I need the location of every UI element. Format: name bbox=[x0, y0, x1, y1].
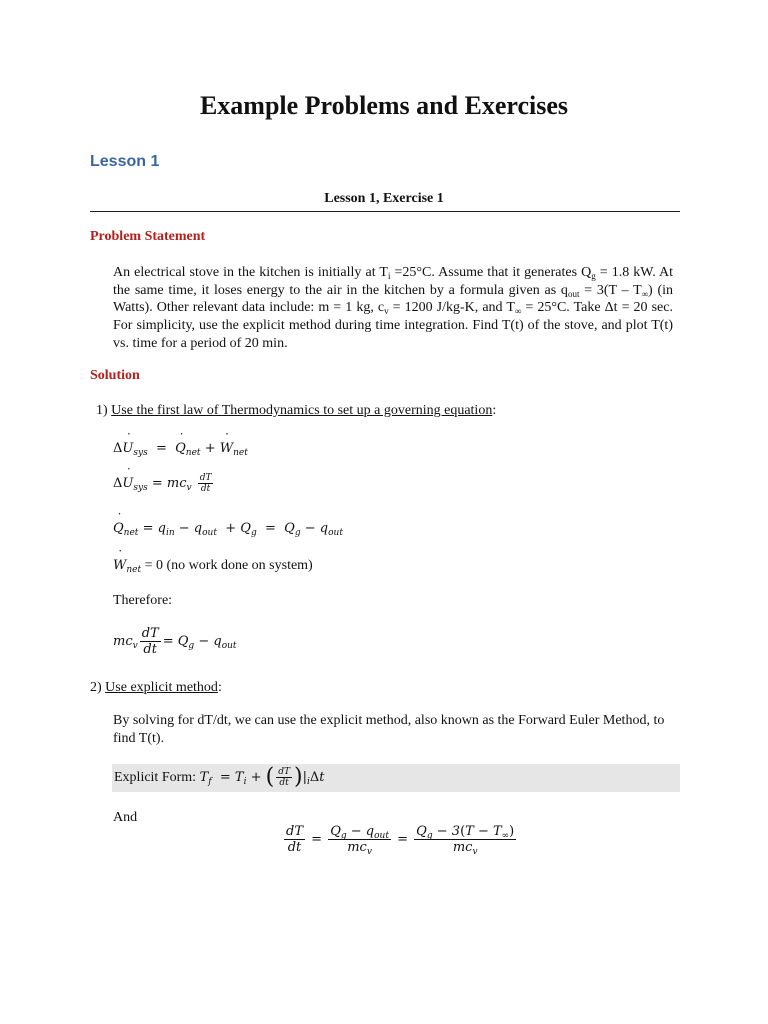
explicit-form-label: Explicit Form: bbox=[114, 770, 200, 785]
and-label: And bbox=[113, 810, 138, 825]
solution-heading: Solution bbox=[90, 368, 140, 383]
equation-derivative: $\frac{dT}{dt}$ = $\frac{Q_g - q_{out}}{mc_v}$ = $\frac{Q_g - 3(T - T_\infty)}{mc_v}$ bbox=[286, 824, 515, 857]
equation-governing: $mc_v$ $\frac{dT}{dt}$ = $Q_g - q_{out}$ bbox=[113, 626, 237, 657]
problem-statement: An electrical stove in the kitchen is initially at $T_i =25^\circ C$. Assume that it generates $Q_g = 1.8$ kW. At the same time, it loses energy to the air in the kitchen by a formula given as $q_{out} = 3(T - T_\infty)$ (in Watts). Other relevant data include: m = 1 kg, $c_v = 1200$ J/kg-K, and $T_\infty = 25^\circ C$. Take Δt = 20 sec. For simplicity, use the explicit method during time integration. Find T(t) of the stove, and plot T(t) vs. time for a period of 20 min. bbox=[113, 265, 674, 351]
page-title: Example Problems and Exercises bbox=[199, 91, 569, 120]
equation-internal-energy: ΔU $˙_{sys} = mc_v$ $\frac{dT}{dt}$ bbox=[113, 473, 215, 494]
lesson-heading: Lesson 1 bbox=[90, 153, 160, 170]
step-1: 1) Use the first law of Thermodynamics to set up a governing equation: bbox=[96, 403, 497, 418]
explicit-form-equation: Explicit Form: $T_f = T_i$ + ( $\frac{dT}{dt}$ )$|_i\Delta t$ bbox=[114, 764, 325, 790]
step-2: 2) Use explicit method: bbox=[90, 680, 222, 695]
explicit-method-paragraph: By solving for dT/dt, we can use the explicit method, also known as the Forward Euler Method, to find T(t). bbox=[113, 713, 665, 746]
equation-net-heat: Q $˙_{net} = q_{in} - q_{out} + Q_g = Q_g - q_{out}$ bbox=[113, 521, 343, 536]
equation-net-work: W $˙_{net} = 0$ (no work done on system) bbox=[113, 556, 313, 574]
therefore-label: Therefore: bbox=[113, 593, 173, 608]
heading-divider bbox=[90, 211, 680, 212]
exercise-heading: Lesson 1, Exercise 1 bbox=[324, 191, 444, 206]
equation-energy-balance: ΔU $˙_{sys} = Q$ $˙_{net} + W$ $˙_{net}$ bbox=[113, 441, 248, 456]
problem-statement-heading: Problem Statement bbox=[90, 229, 206, 244]
